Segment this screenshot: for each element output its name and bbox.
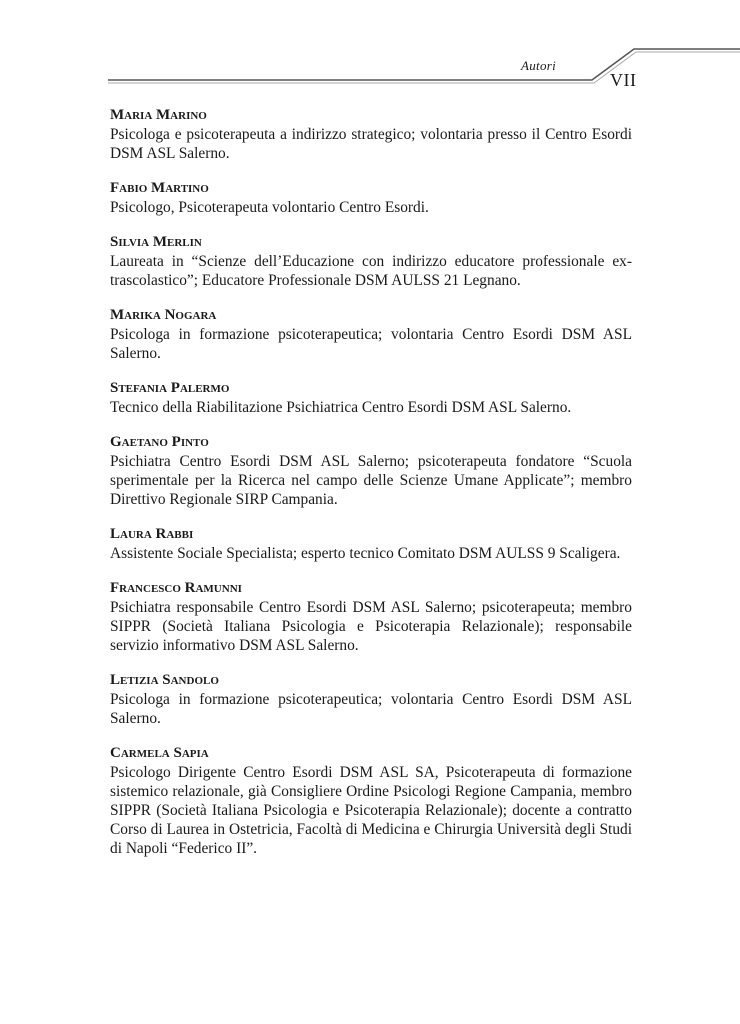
running-head: Autori [521, 58, 557, 73]
author-description: Psichiatra responsabile Centro Esordi DSM ASL Salerno; psicoterapeuta; membro SIPPR (Società Italiana Psicologia e Psicoterapia Relazionale); responsabile servizio informativo DSM ASL Salerno. [110, 599, 632, 654]
author-entry [110, 106, 632, 163]
author-entry [110, 433, 632, 509]
author-name: Marika Nogara [110, 307, 217, 323]
author-name: Laura Rabbi [110, 526, 194, 542]
author-entry [110, 671, 632, 728]
author-entry [110, 744, 632, 858]
author-entry [110, 306, 632, 363]
author-name: Francesco Ramunni [110, 580, 242, 596]
author-name: Maria Marino [110, 107, 207, 123]
author-entry [110, 579, 632, 655]
author-description: Psicologo, Psicoterapeuta volontario Centro Esordi. [110, 199, 429, 216]
author-entry [110, 379, 632, 417]
author-name: Fabio Martino [110, 180, 209, 196]
author-name: Carmela Sapia [110, 745, 209, 761]
author-description: Tecnico della Riabilitazione Psichiatrica Centro Esordi DSM ASL Salerno. [110, 399, 572, 416]
author-name: Gaetano Pinto [110, 434, 209, 450]
author-description: Psicologa in formazione psicoterapeutica; volontaria Centro Esordi DSM ASL Salerno. [110, 326, 632, 362]
author-list [110, 106, 632, 874]
author-name: Letizia Sandolo [110, 672, 219, 688]
author-name: Silvia Merlin [110, 234, 202, 250]
author-description: Psicologo Dirigente Centro Esordi DSM ASL SA, Psicoterapeuta di formazione sistemico relazionale, già Consigliere Ordine Psicologi Regione Campania, membro SIPPR (Società Italiana Psicologia e Psicoterapia Relazionale); docente a contratto Corso di Laurea in Ostetricia, Facoltà di Medicina e Chirurgia Università degli Studi di Napoli “Federico II”. [110, 764, 632, 857]
author-description: Psicologa e psicoterapeuta a indirizzo strategico; volontaria presso il Centro Esordi DSM ASL Salerno. [110, 126, 632, 162]
author-description: Psicologa in formazione psicoterapeutica; volontaria Centro Esordi DSM ASL Salerno. [110, 691, 632, 727]
author-entry [110, 179, 632, 217]
author-description: Laureata in “Scienze dell’Educazione con indirizzo educatore professionale extrascolastico”; Educatore Professionale DSM AULSS 21 Legnano. [110, 253, 632, 289]
author-name: Stefania Palermo [110, 380, 230, 396]
author-entry [110, 233, 632, 290]
author-entry [110, 525, 632, 563]
author-description: Assistente Sociale Specialista; esperto tecnico Comitato DSM AULSS 9 Scaligera. [110, 545, 621, 562]
page-number: VII [610, 70, 637, 90]
author-description: Psichiatra Centro Esordi DSM ASL Salerno; psicoterapeuta fondatore “Scuola sperimentale per la Ricerca nel campo delle Scienze Umane Applicate”; membro Direttivo Regionale SIRP Campania. [110, 453, 632, 508]
